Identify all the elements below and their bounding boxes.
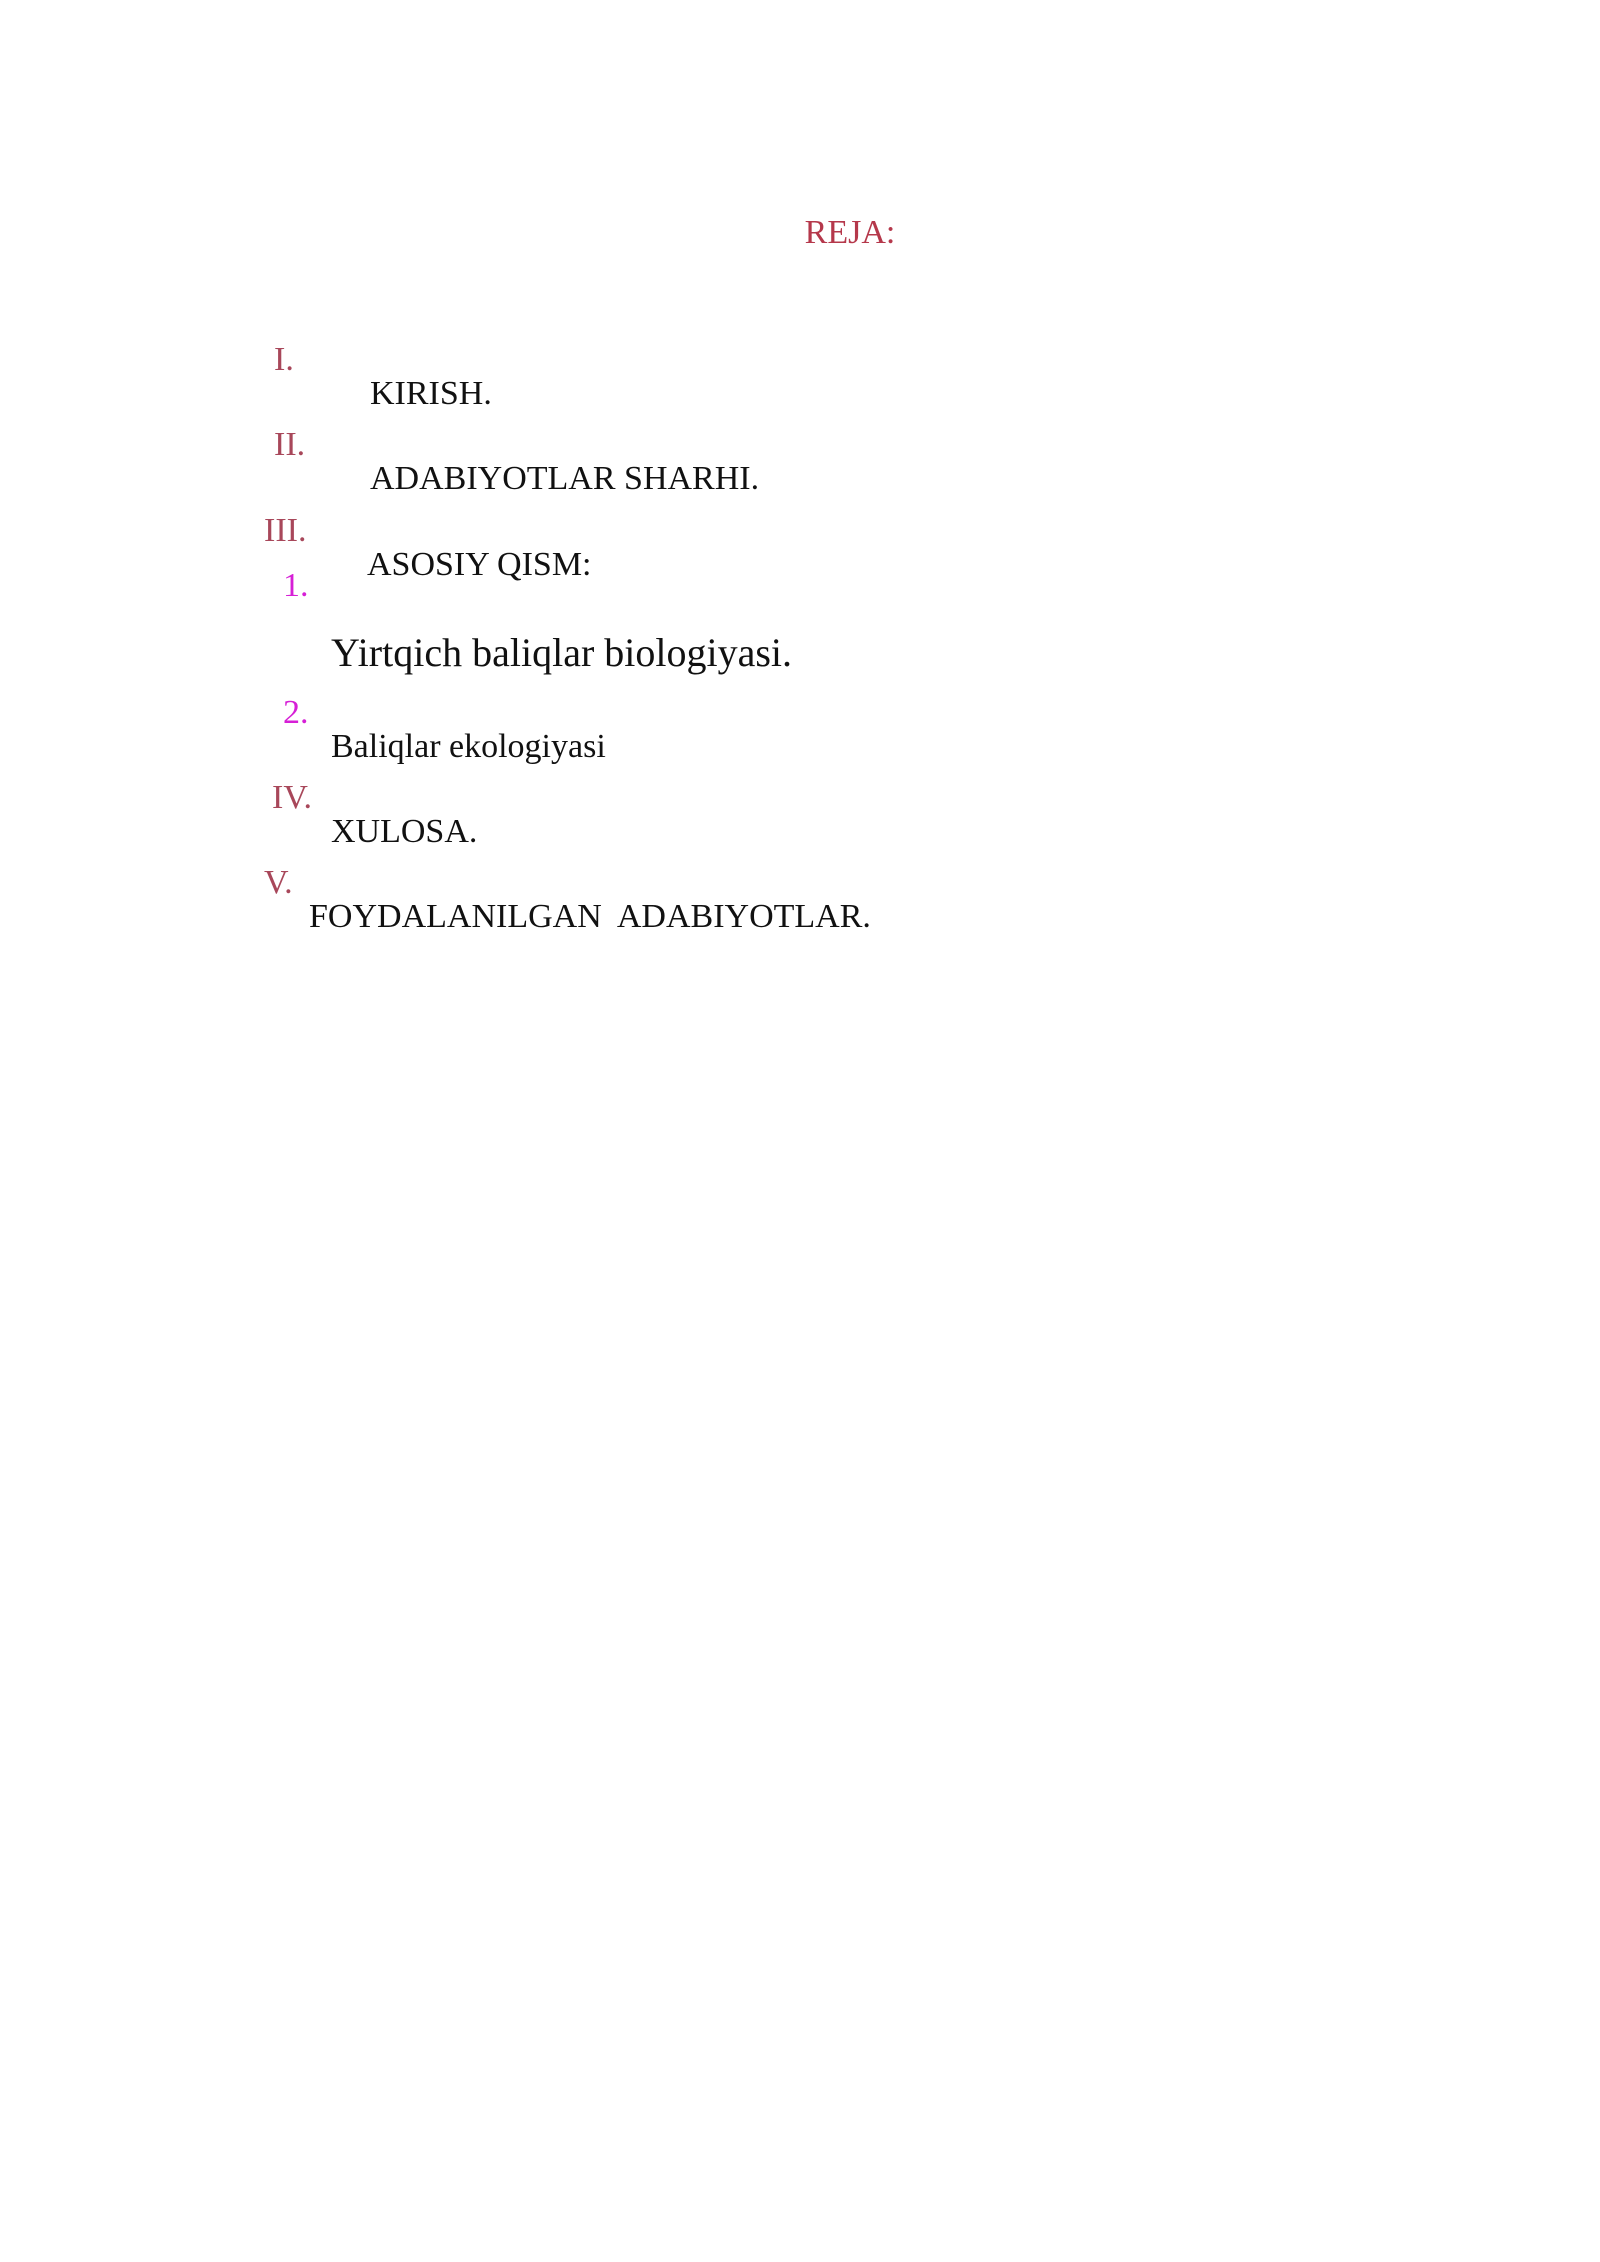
outline-number: IV. [272,779,312,816]
outline-text: Baliqlar ekologiyasi [331,728,606,765]
outline-text: KIRISH. [370,375,492,412]
outline-number: 1. [283,567,309,604]
outline-text: ASOSIY QISM: [367,546,592,583]
outline-number: 2. [283,694,309,731]
outline-text: XULOSA. [331,813,478,850]
outline-number: V. [264,864,293,901]
outline-number: II. [274,426,306,463]
outline-text: FOYDALANILGAN ADABIYOTLAR. [309,898,871,935]
outline-text: Yirtqich baliqlar biologiyasi. [331,630,793,675]
outline-number: III. [264,512,307,549]
plan-title: REJA: [804,214,896,251]
outline-text: ADABIYOTLAR SHARHI. [370,460,760,497]
outline-item-5 [0,832,871,968]
outline-number: I. [274,341,294,378]
